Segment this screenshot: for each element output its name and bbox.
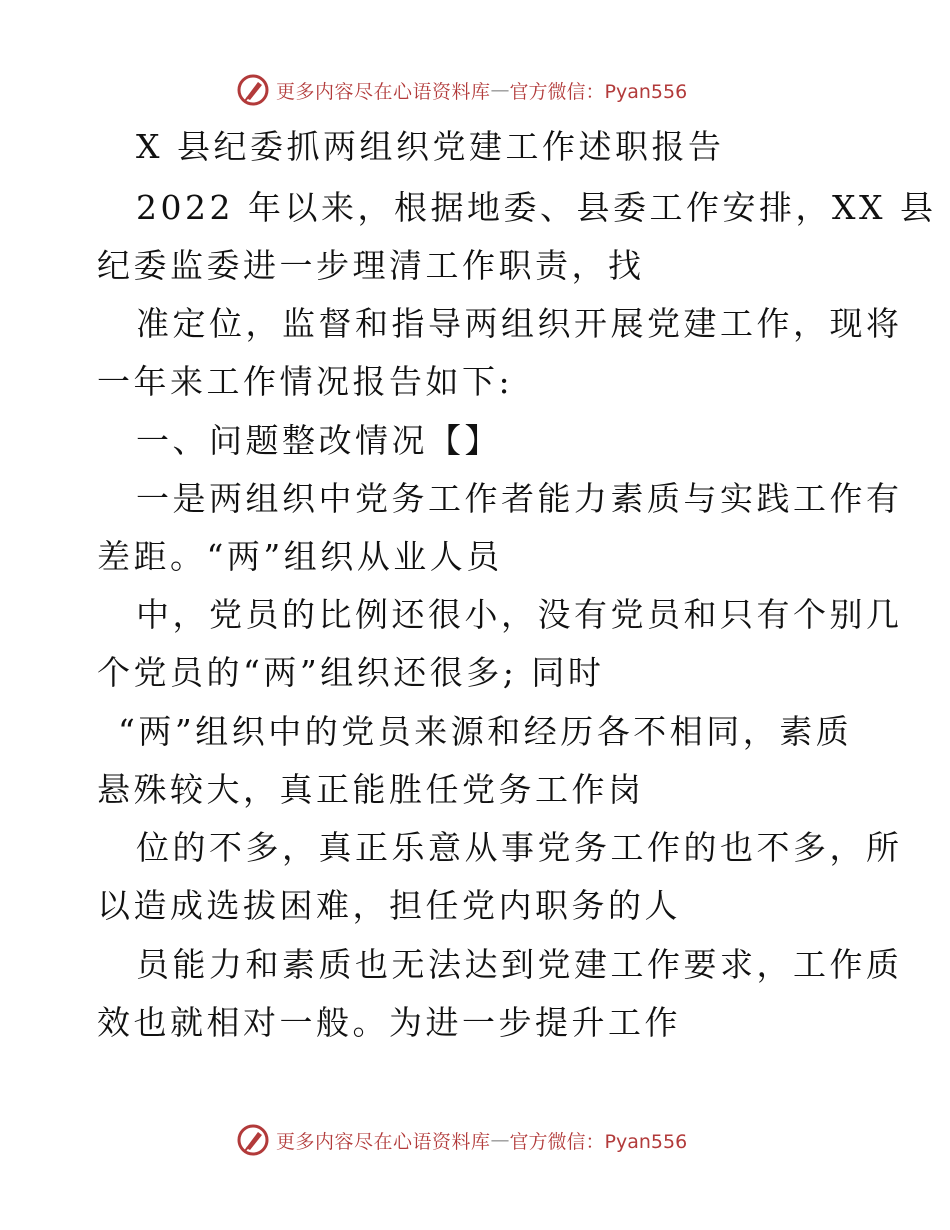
watermark-contact-text: 官方微信：Pyan556 (509, 80, 688, 103)
paragraph-line: 个党员的“两”组织还很多; 同时 (97, 653, 605, 692)
paragraph-line: 员能力和素质也无法达到党建工作要求，工作质 (136, 945, 903, 984)
paragraph-line: 一是两组织中党务工作者能力素质与实践工作有 (136, 479, 903, 518)
section-heading: 一、问题整改情况【】 (136, 421, 501, 460)
paragraph-line: 以造成选拔困难，担任党内职务的人 (97, 886, 681, 925)
paragraph-line: 一年来工作情况报告如下: (97, 362, 514, 401)
paragraph-line: 悬殊较大，真正能胜任党务工作岗 (97, 770, 645, 809)
watermark-site-text: 更多内容尽在心语资料库 (276, 1130, 491, 1153)
paragraph-line: 效也就相对一般。为进一步提升工作 (97, 1003, 681, 1042)
paragraph-line: “两”组织中的党员来源和经历各不相同，素质 (118, 712, 853, 751)
document-title: X 县纪委抓两组织党建工作述职报告 (136, 127, 725, 166)
watermark-separator: — (490, 1129, 510, 1151)
watermark-separator: — (490, 79, 510, 101)
paragraph-line: 差距。“两”组织从业人员 (97, 537, 503, 576)
watermark-contact-text: 官方微信：Pyan556 (509, 1130, 688, 1153)
paragraph-line: 纪委监委进一步理清工作职责，找 (97, 246, 645, 285)
footer-watermark (236, 1122, 687, 1158)
paragraph-line: 位的不多，真正乐意从事党务工作的也不多，所 (136, 828, 903, 867)
watermark-site-text: 更多内容尽在心语资料库 (276, 80, 491, 103)
paragraph-line: 中，党员的比例还很小，没有党员和只有个别几 (136, 595, 903, 634)
paragraph-line: 准定位，监督和指导两组织开展党建工作，现将 (136, 304, 903, 343)
paragraph-line: 2022 年以来，根据地委、县委工作安排，XX 县 (136, 188, 937, 227)
quill-pen-circle-icon (236, 1123, 270, 1157)
